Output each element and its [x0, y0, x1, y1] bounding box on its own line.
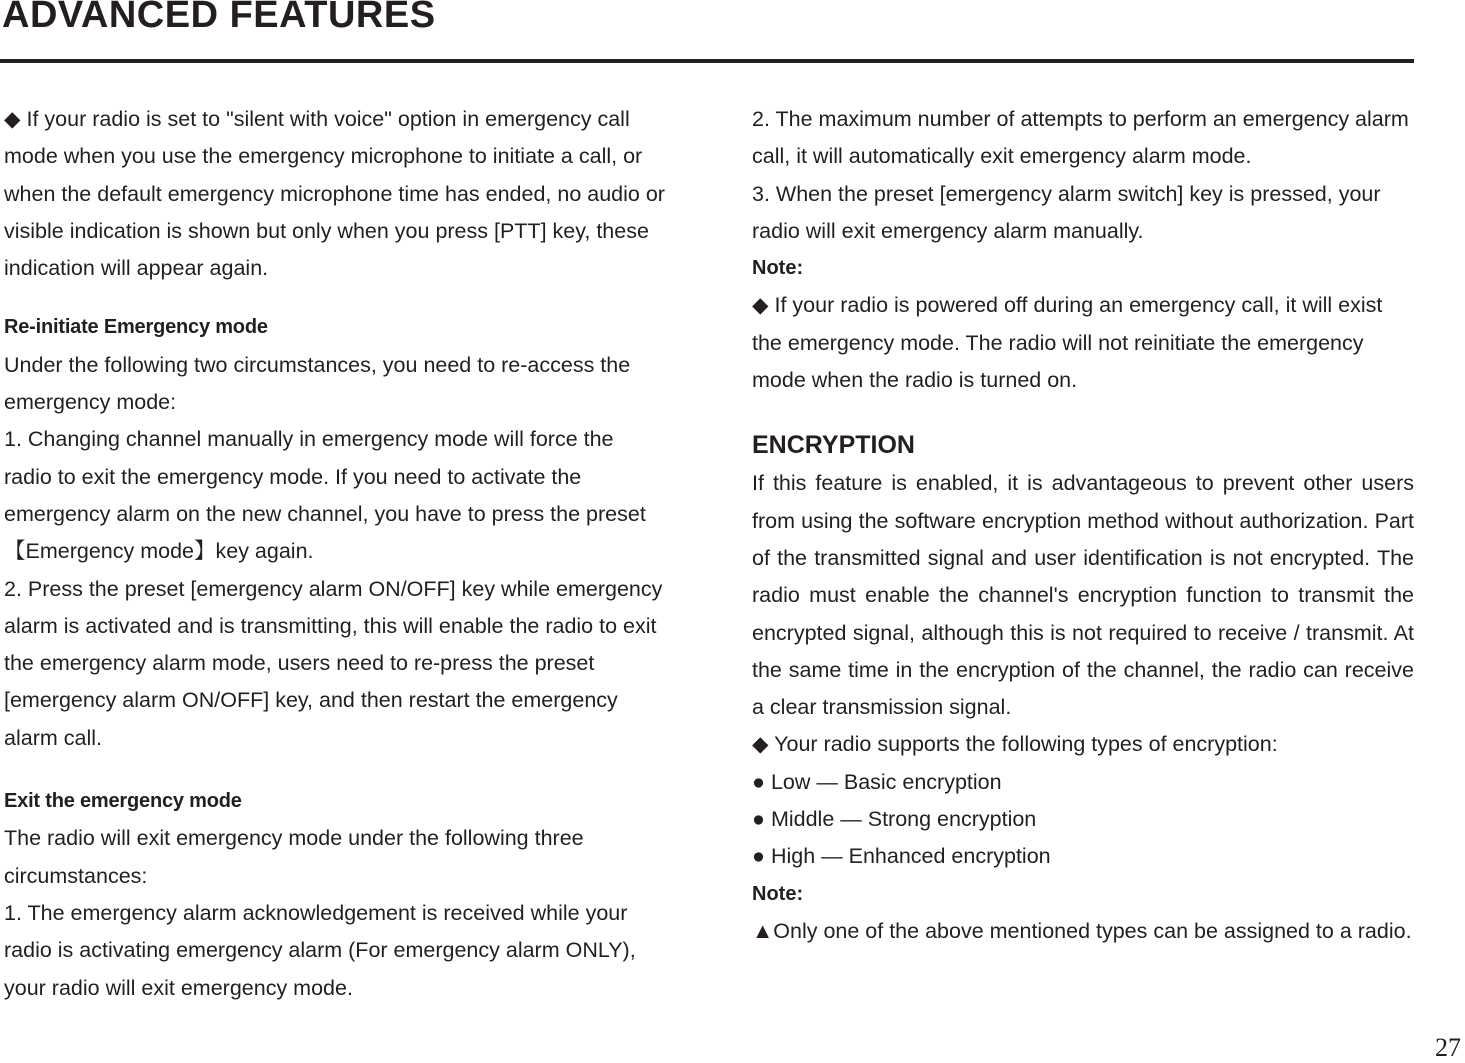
left-column — [4, 101, 666, 1007]
encryption-paragraph: If this feature is enabled, it is advantageous to prevent other users from using the software encryption method without authorization. Part of the transmitted signal and user identification is not encrypted. The radio must enable the channel's encryption function to transmit the encrypted signal, although this is not required to receive / transmit. At the same time in the encryption of the channel, the radio can receive a clear transmission signal. — [752, 471, 1414, 720]
encryption-heading: ENCRYPTION — [752, 431, 915, 460]
right-column — [752, 101, 1414, 950]
exit-paragraph: 1. The emergency alarm acknowledgement is received while your radio is activating emergency alarm (For emergency alarm ONLY), your radio will exit emergency mode. — [4, 900, 636, 1000]
exit-heading: Exit the emergency mode — [4, 790, 242, 813]
reinitiate-heading: Re-initiate Emergency mode — [4, 316, 268, 339]
page-title: ADVANCED FEATURES — [2, 0, 436, 36]
exit-paragraph: The radio will exit emergency mode under the following three circumstances: — [4, 826, 584, 888]
note-text: ▲Only one of the above mentioned types can be assigned to a radio. — [752, 918, 1412, 943]
page-number: 27 — [1435, 1033, 1461, 1062]
reinitiate-paragraph: 1. Changing channel manually in emergency mode will force the radio to exit the emergency mode. If you need to activate the emergency alarm on the new channel, you have to press the preset 【Emergency mode】key again. — [4, 427, 646, 564]
note-label: Note: — [752, 882, 804, 905]
intro-paragraph: ◆ If your radio is set to "silent with voice" option in emergency call mode when you use the emergency microphone to initiate a call, or when the default emergency microphone time has ended, no audio or visible indication is shown but only when you press [PTT] key, these indication will appear again. — [4, 107, 665, 281]
note-text: ◆ If your radio is powered off during an emergency call, it will exist the emergency mode. The radio will not reinitiate the emergency mode when the radio is turned on. — [752, 293, 1383, 393]
title-divider — [0, 59, 1414, 63]
exit-continued-paragraph: 3. When the preset [emergency alarm switch] key is pressed, your radio will exit emergency alarm manually. — [752, 181, 1381, 243]
reinitiate-paragraph: 2. Press the preset [emergency alarm ON/OFF] key while emergency alarm is activated and is transmitting, this will enable the radio to exit the emergency alarm mode, users need to re-press the preset [emergency alarm ON/OFF] key, and then restart the emergency alarm call. — [4, 576, 663, 750]
encryption-types-intro: ◆ Your radio supports the following types of encryption: — [752, 732, 1278, 757]
reinitiate-paragraph: Under the following two circumstances, you need to re-access the emergency mode: — [4, 352, 631, 415]
encryption-type-item: ● High — Enhanced encryption — [752, 844, 1051, 869]
encryption-type-item: ● Middle — Strong encryption — [752, 807, 1037, 832]
encryption-type-item: ● Low — Basic encryption — [752, 769, 1002, 794]
exit-continued-paragraph: 2. The maximum number of attempts to perform an emergency alarm call, it will automatically exit emergency alarm mode. — [752, 107, 1409, 169]
note-label: Note: — [752, 257, 804, 280]
